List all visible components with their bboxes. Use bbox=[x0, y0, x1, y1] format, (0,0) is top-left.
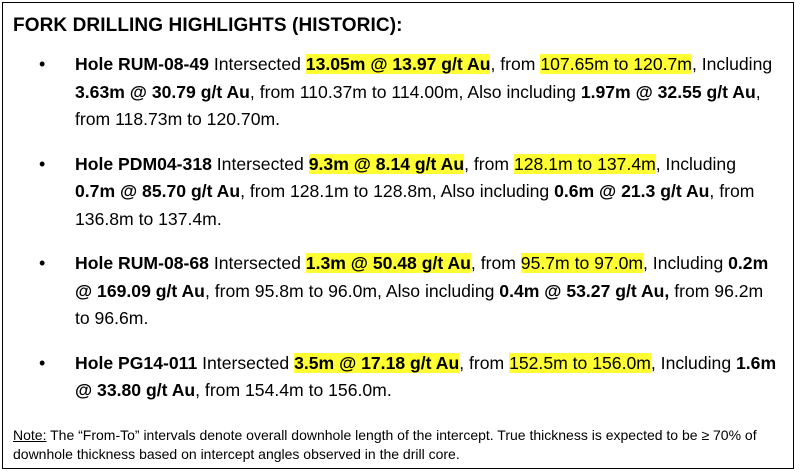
including-intercept: 1.6m @ 33.80 g/t Au bbox=[75, 352, 777, 400]
intersected-text: Intersected bbox=[211, 153, 309, 174]
main-interval: 152.5m to 156.0m bbox=[509, 352, 651, 373]
bullet-icon: • bbox=[39, 253, 46, 273]
main-intercept: 1.3m @ 50.48 g/t Au bbox=[305, 253, 471, 273]
bullet-icon: • bbox=[39, 153, 46, 174]
from-text: , from bbox=[459, 352, 510, 373]
including-interval: , from 128.1m to 128.8m, Also including bbox=[240, 181, 555, 201]
note-text: The “From-To” intervals denote overall downhole length of the intercept. True thickness is expected to be ≥ 70% of downhole thickness based on intercept angles observed in the drill core. bbox=[13, 427, 757, 462]
main-interval: 128.1m to 137.4m bbox=[513, 153, 656, 174]
including-interval: , from 110.37m to 114.00m, Also including bbox=[249, 81, 581, 102]
footnote bbox=[13, 426, 785, 464]
also-including-interval: , from 136.8m to 137.4m. bbox=[75, 181, 755, 229]
bullet-icon: • bbox=[39, 54, 46, 74]
including-intercept: 0.2m @ 169.09 g/t Au bbox=[75, 253, 769, 301]
list-item bbox=[39, 151, 779, 234]
main-intercept: 13.05m @ 13.97 g/t Au bbox=[305, 54, 491, 74]
main-interval: 107.65m to 120.7m bbox=[540, 54, 692, 74]
also-including-intercept: 1.97m @ 32.55 g/t Au bbox=[580, 81, 756, 102]
note-label: Note: bbox=[13, 427, 47, 443]
from-text: , from bbox=[490, 54, 541, 74]
including-text: , Including bbox=[650, 352, 736, 373]
main-intercept: 3.5m @ 17.18 g/t Au bbox=[294, 352, 460, 373]
also-including-intercept: 0.4m @ 53.27 g/t Au, bbox=[499, 280, 670, 301]
including-text: , Including bbox=[655, 153, 736, 174]
also-including-interval: , from 118.73m to 120.70m. bbox=[75, 81, 761, 129]
hole-id: Hole PDM04-318 bbox=[75, 153, 212, 174]
drill-hole-list bbox=[39, 51, 779, 422]
including-text: , Including bbox=[643, 253, 729, 273]
bullet-icon: • bbox=[39, 352, 46, 373]
hole-id: Hole RUM-08-68 bbox=[75, 253, 209, 273]
intersected-text: Intersected bbox=[208, 253, 306, 273]
including-text: , Including bbox=[691, 54, 773, 74]
intersected-text: Intersected bbox=[197, 352, 295, 373]
including-intercept: 0.7m @ 85.70 g/t Au bbox=[75, 181, 241, 201]
including-interval: , from 154.4m to 156.0m. bbox=[195, 380, 392, 400]
hole-id: Hole RUM-08-49 bbox=[75, 54, 209, 74]
also-including-interval: from 96.2m to 96.6m. bbox=[75, 280, 764, 328]
hole-id: Hole PG14-011 bbox=[75, 352, 198, 373]
highlights-box bbox=[2, 2, 794, 469]
from-text: , from bbox=[464, 153, 514, 174]
main-intercept: 9.3m @ 8.14 g/t Au bbox=[308, 153, 465, 174]
including-interval: , from 95.8m to 96.0m, Also including bbox=[204, 280, 500, 301]
list-item bbox=[39, 250, 779, 333]
intersected-text: Intersected bbox=[208, 54, 306, 74]
from-text: , from bbox=[470, 253, 521, 273]
list-item bbox=[39, 51, 779, 134]
also-including-intercept: 0.6m @ 21.3 g/t Au bbox=[554, 181, 710, 201]
list-item bbox=[39, 350, 779, 405]
main-interval: 95.7m to 97.0m bbox=[520, 253, 644, 273]
including-intercept: 3.63m @ 30.79 g/t Au bbox=[75, 81, 250, 102]
section-title: FORK DRILLING HIGHLIGHTS (HISTORIC): bbox=[13, 15, 403, 36]
